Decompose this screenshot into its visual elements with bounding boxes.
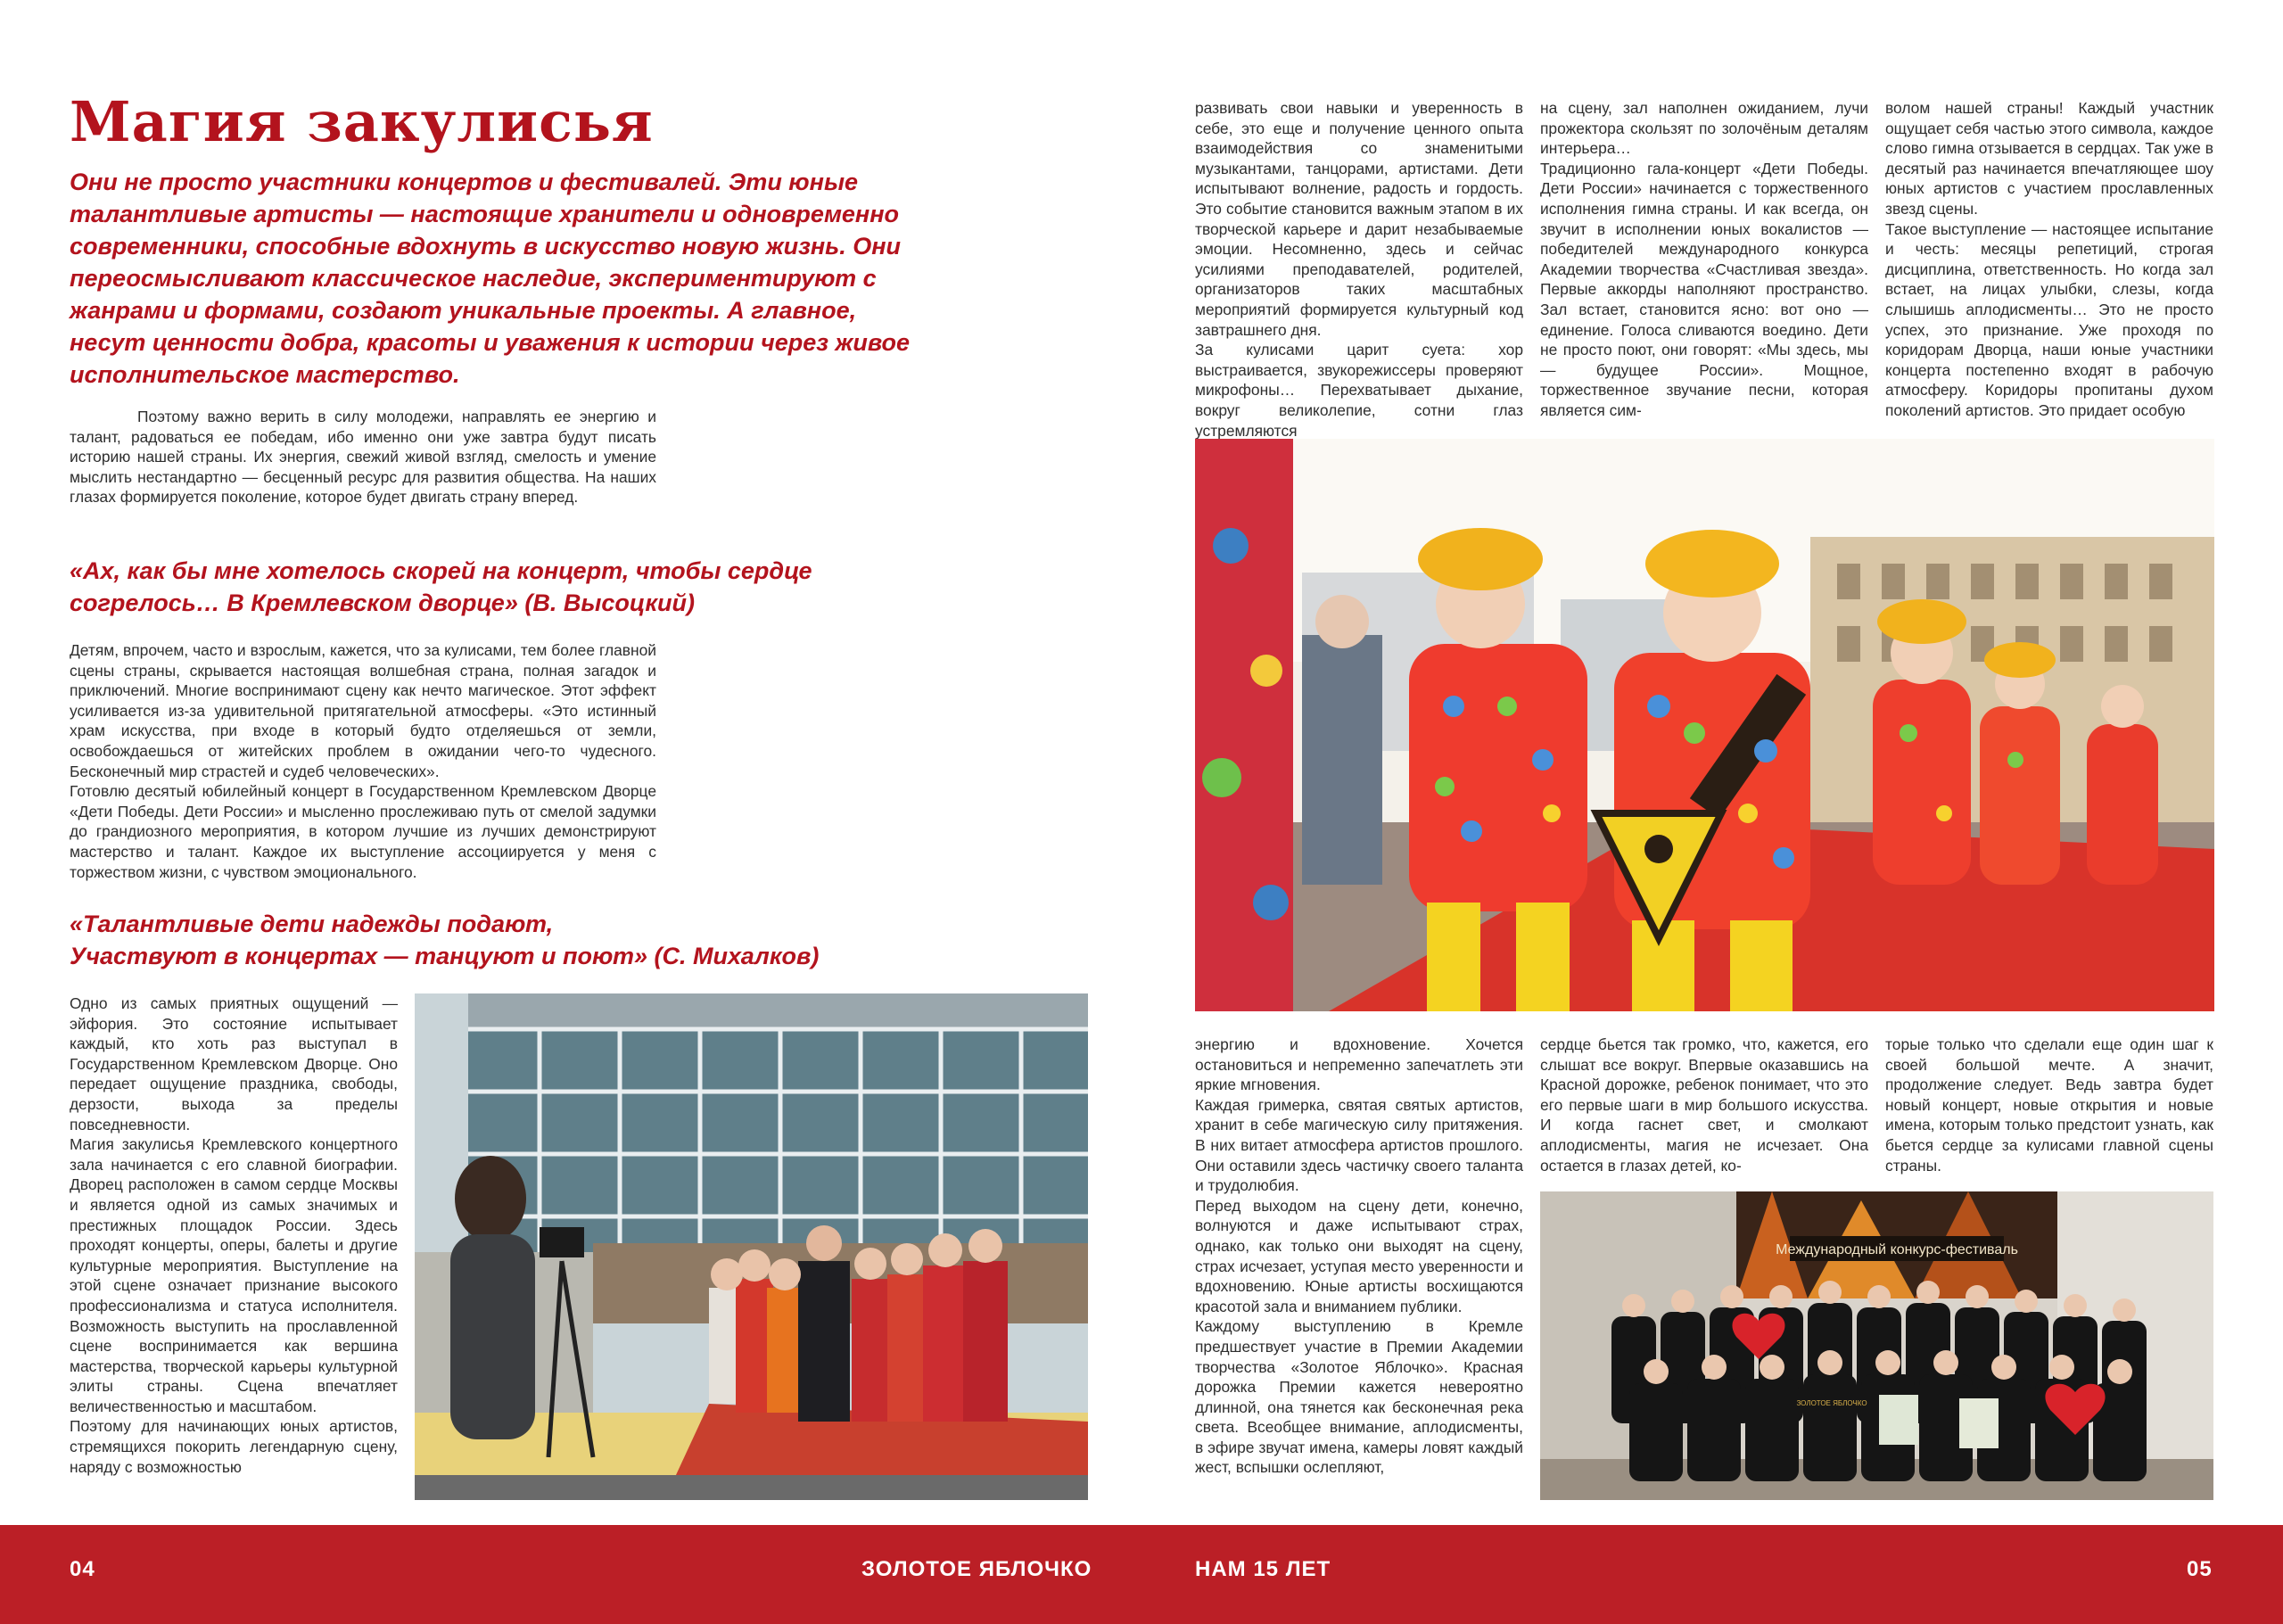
article-lead: Они не просто участники концертов и фестивалей. Эти юные талантливые артисты — настоящие хранители и одновременно современники, способные вдохнуть в искусство новую жизнь. Они переосмысливают классическое наследие, экспериментируют с жанрами и формами, создают уникальные проекты. А главное, несут ценности добра, красоты и уважения к истории через живое исполнительское мастерство.	[70, 169, 911, 388]
group-photo	[1540, 1191, 2213, 1500]
right-top-column-3: волом нашей страны! Каждый участник ощущает себя частью этого символа, каждое слово гимна отзывается в сердцах. Так уже в десятый раз начинается впечатляющее шоу юных артистов с участием прославленных звезд сцены. Такое выступление — настоящее испытание и честь: месяцы репетиций, строгая дисциплина, ответственность. Но когда зал встает, на лицах улыбки, слезы, когда слышишь аплодисменты… Это не просто успех, это признание. Уже проходя по коридорам Дворца, наши юные участники концерта постепенно входят в рабочую атмосферу. Коридоры пропитаны духом поколений артистов. Это придает особую	[1885, 99, 2213, 419]
page-footer	[0, 1525, 2283, 1624]
quote-mikhalkov: «Талантливые дети надежды подают, Участвуют в концертах — танцуют и поют» (С. Михалков)	[70, 911, 820, 969]
page-number-right: 05	[2187, 1557, 2213, 1581]
interview-photo	[415, 993, 1088, 1500]
quote-vysotsky: «Ах, как бы мне хотелось скорей на концерт, чтобы сердце согрелось… В Кремлевском дворце» (В. Высоцкий)	[70, 557, 812, 616]
article-title: Магия закулисья	[70, 89, 654, 154]
page-number-left: 04	[70, 1557, 95, 1581]
right-top-column-1: развивать свои навыки и уверенность в себе, это еще и получение ценного опыта взаимодействия со знаменитыми музыкантами, танцорами, артистами. Дети испытывают волнение, радость и гордость. Это событие становится важным этапом в их творческой карьере и дарит незабываемые эмоции. Несомненно, здесь и сейчас усилиями преподавателей, родителей, организаторов таких масштабных мероприятий формируется культурный код завтрашнего дня. За кулисами царит суета: хор выстраивается, звукорежиссеры проверяют микрофоны… Перехватывает дыхание, вокруг великолепие, сотни глаз устремляются	[1195, 99, 1523, 440]
magazine-name: ЗОЛОТОЕ ЯБЛОЧКО	[861, 1557, 1092, 1581]
right-bottom-column-2: сердце бьется так громко, что, кажется, его слышат все вокруг. Впервые оказавшись на Красной дорожке, ребенок понимает, что это его первые шаги в мир большого искусства. И когда гаснет свет, и смолкают аплодисменты, магия не исчезает. Она остается в глазах детей, ко-	[1540, 1035, 1868, 1175]
intro-paragraph: Поэтому важно верить в силу молодежи, направлять ее энергию и талант, радоваться ее победам, ибо именно они уже завтра будут писать историю нашей страны. Их энергия, свежий живой взгляд, смелость и умение мыслить нестандартно — бесценный ресурс для развития общества. На наших глазах формируется поколение, которое будет двигать страну вперед.	[70, 408, 656, 507]
right-top-column-2: на сцену, зал наполнен ожиданием, лучи прожектора скользят по золочёным деталям интерьера… Традиционно гала-концерт «Дети Победы. Дети России» начинается с торжественного исполнения гимна страны. И как всегда, он звучит в исполнении юных вокалистов — победителей международного конкурса Академии творчества «Счастливая звезда». Первые аккорды наполняют пространство. Зал встает, становится ясно: вот оно — единение. Голоса сливаются воедино. Дети не просто поют, они говорят: «Мы здесь, мы — будущее России». Мощное, торжественное звучание песни, которая является сим-	[1540, 99, 1868, 419]
right-bottom-column-1: энергию и вдохновение. Хочется остановиться и непременно запечатлеть эти яркие мгновения. Каждая гримерка, святая святых артистов, хранит в себе магическую силу притяжения. В них витает атмосфера артистов прошлого. Они оставили здесь частичку своего таланта и трудолюбия. Перед выходом на сцену дети, конечно, волнуются и даже испытывают страх, однако, как только они выходят на сцену, страх исчезает, уступая место уверенности и вдохновению. Юные артисты восхищаются красотой зала и вниманием публики. Каждому выступлению в Кремле предшествует участие в Премии Академии творчества «Золотое Яблочко». Красная дорожка Премии кажется невероятно длинной, она тянется как бесконечная река света. Всеобщее внимание, аплодисменты, в эфире звучат имена, камеры ловят каждый жест, вспышки ослепляют,	[1195, 1035, 1523, 1477]
left-column-text: Одно из самых приятных ощущений — эйфория. Это состояние испытывает каждый, кто хоть раз выступал в Государственном Кремлевском Дворце. Оно передает ощущение праздника, свободы, дерзости, выхода за пределы повседневности. Магия закулисья Кремлевского концертного зала начинается с его славной биографии. Дворец расположен в самом сердце Москвы и является одной из самых значимых и престижных площадок России. Здесь проходят концерты, оперы, балеты и другие культурные мероприятия. Выступление на этой сцене означает признание высокого профессионализма и статуса исполнителя. Возможность выступить на прославленной сцене воспринимается как вершина мастерства, творческой карьеры культурной элиты страны. Сцена впечатляет величественностью и масштабом. Поэтому для начинающих юных артистов, стремящихся покорить легендарную сцену, наряду с возможностью	[70, 994, 398, 1476]
right-bottom-column-3: торые только что сделали еще один шаг к своей большой мечте. А значит, продолжение следует. Ведь завтра будет новый концерт, новые открытия и новые имена, которым только предстоит узнать, как бьется сердце за кулисами главной сцены страны.	[1885, 1035, 2213, 1175]
section-one-text: Детям, впрочем, часто и взрослым, кажется, что за кулисами, тем более главной сцены страны, скрывается настоящая волшебная страна, полная загадок и приключений. Многие воспринимают сцену как нечто магическое. Этот эффект усиливается из-за удивительной притягательной атмосферы. «Это истинный храм искусства, при входе в который будто отделяешься от земли, освобождаешься от житейских проблем в ожидании чего-то чудесного. Бесконечный мир страстей и судеб человеческих». Готовлю десятый юбилейный концерт в Государственном Кремлевском Дворце «Дети Победы. Дети России» и мысленно прослеживаю путь от смелой задумки до грандиозного мероприятия, в котором лучшие из лучших демонстрируют мастерство и талант. Каждое их выступление ассоциируется у меня с торжеством жизни, с чувством эмоционального.	[70, 641, 656, 881]
balalaika-parade-photo	[1195, 439, 2214, 1011]
tshirt-print: ЗОЛОТОЕ ЯБЛОЧКО	[1796, 1399, 1867, 1407]
issue-label: НАМ 15 ЛЕТ	[1195, 1557, 1331, 1581]
backdrop-sign: Международный конкурс-фестиваль	[1776, 1242, 2018, 1257]
